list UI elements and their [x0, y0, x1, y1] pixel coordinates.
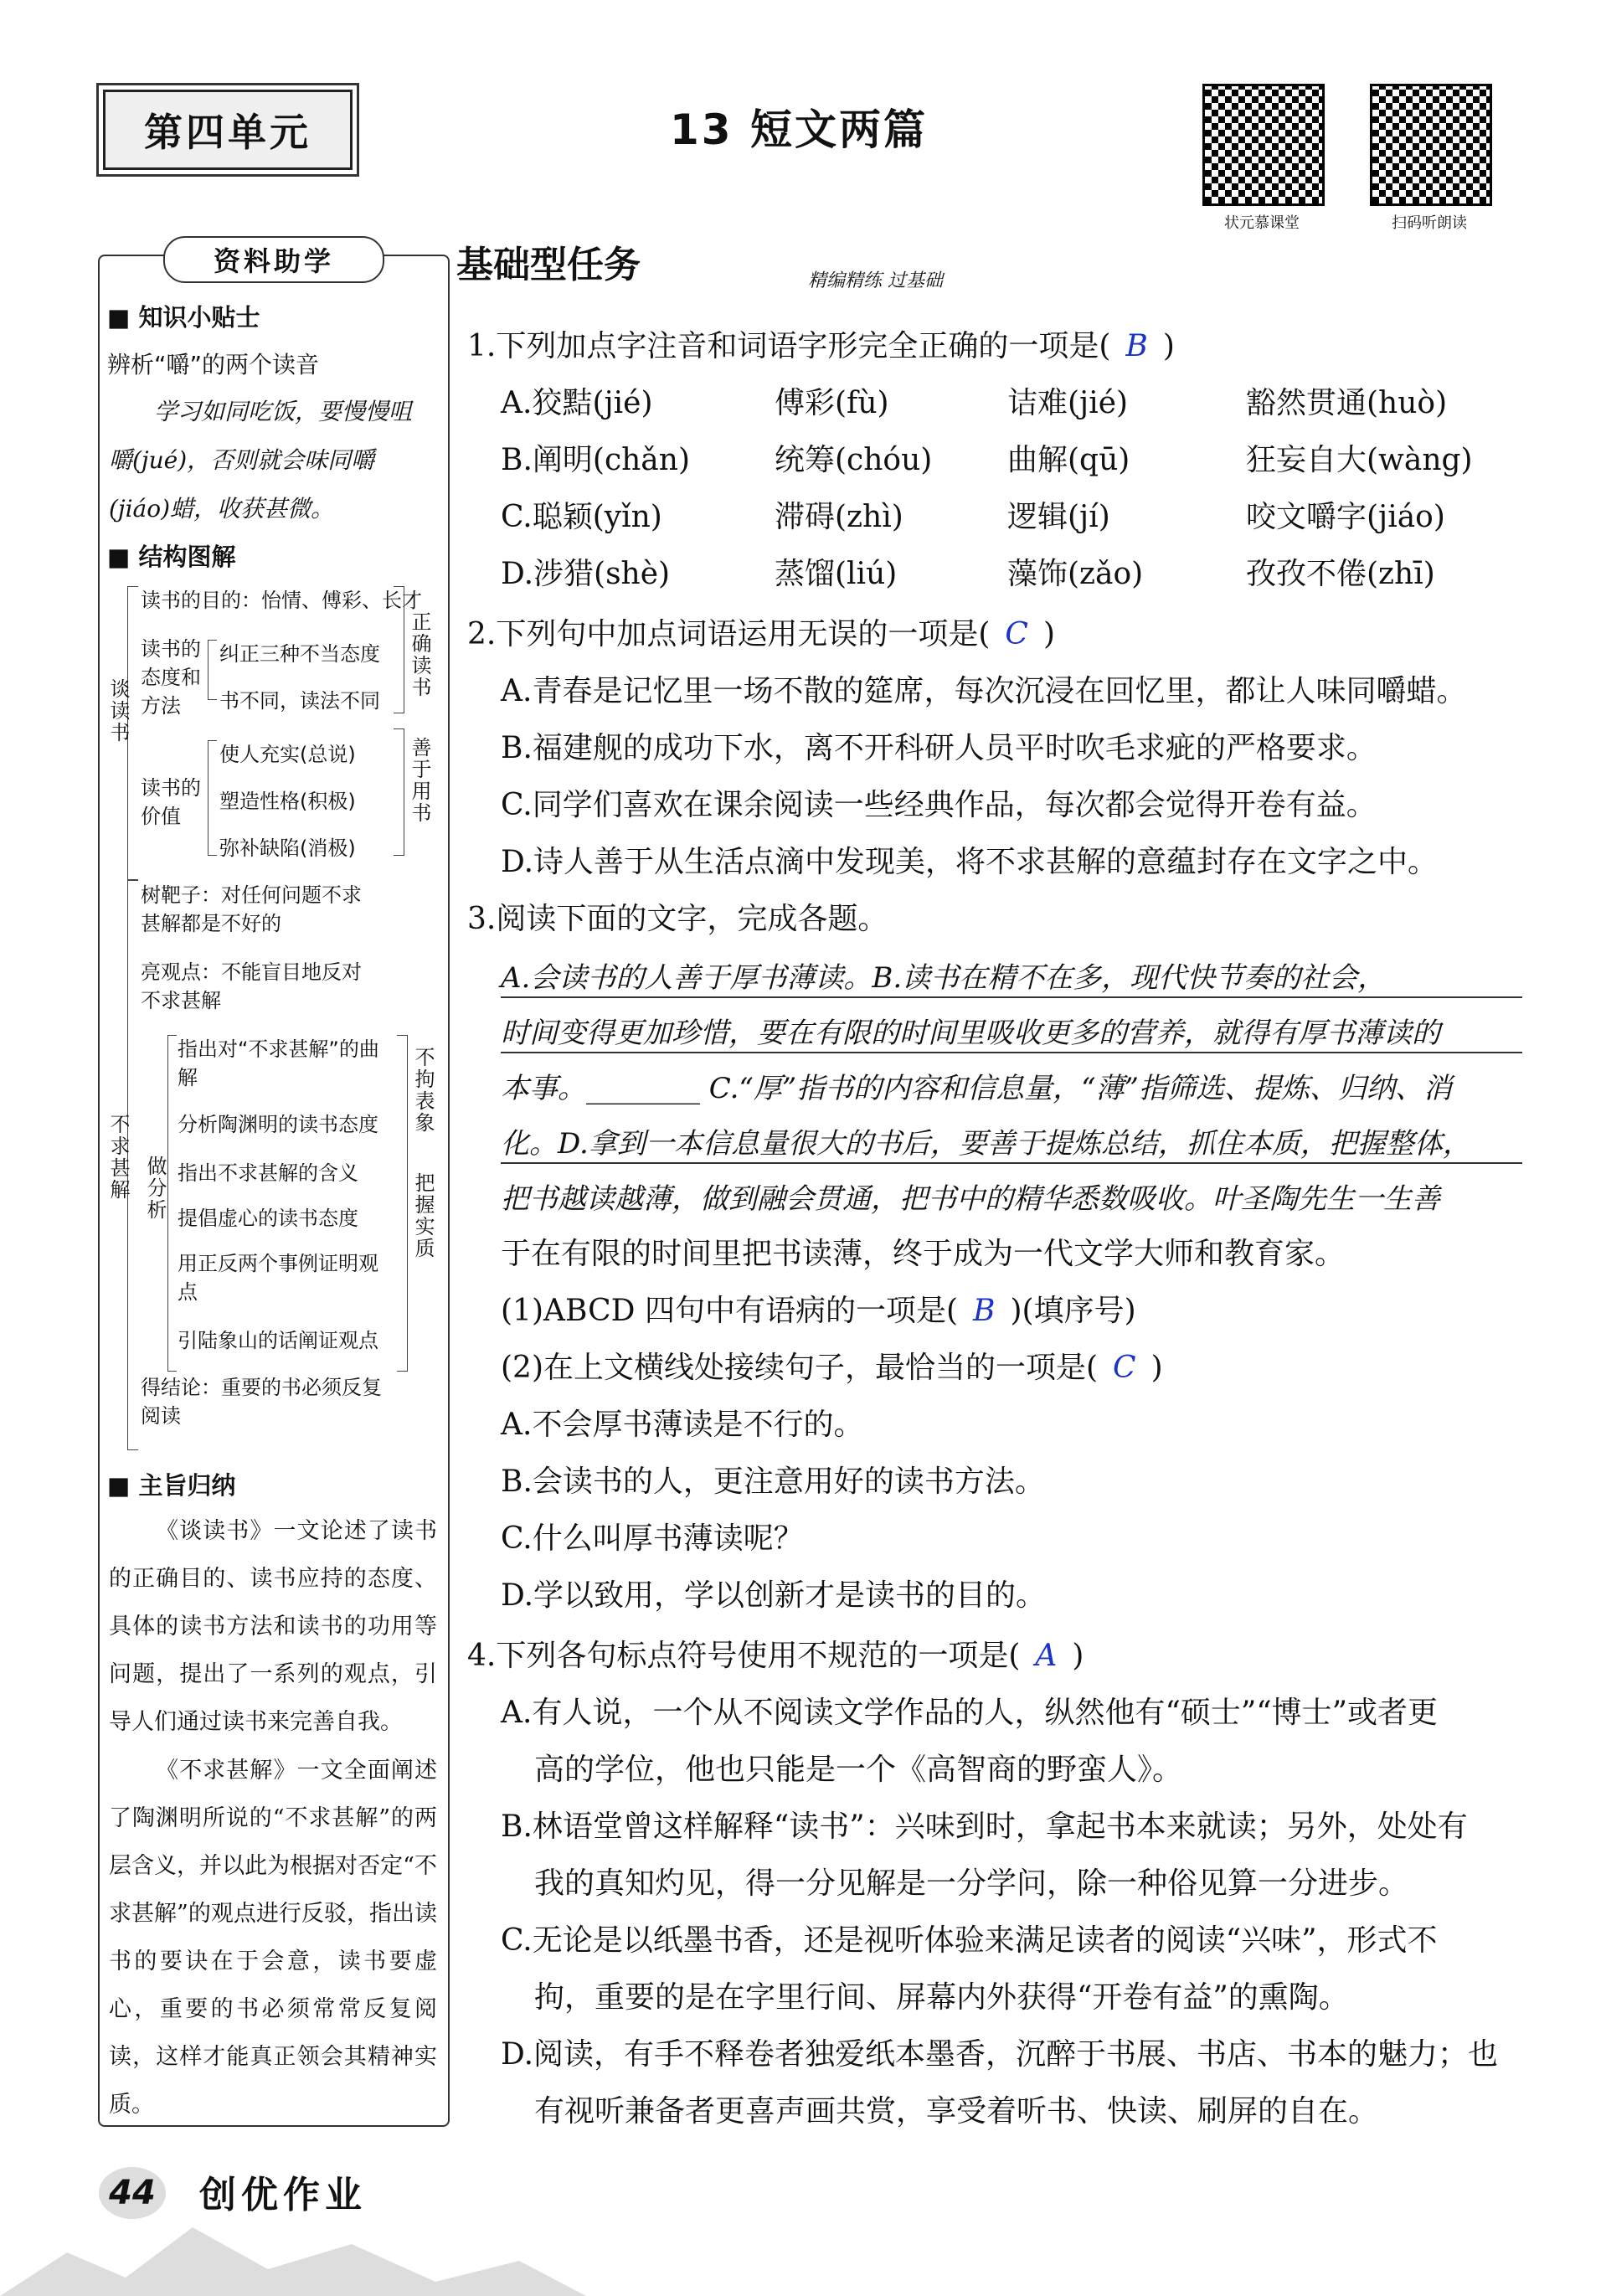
- option-line: C.什么叫厚书薄读呢？: [501, 1521, 804, 1556]
- diagram-label: 不求甚解: [106, 1114, 130, 1201]
- answer-mark: C: [1113, 1351, 1136, 1385]
- bracket: [167, 1035, 177, 1372]
- diagram-node: 用正反两个事例证明观点: [178, 1252, 378, 1304]
- diagram-node: 指出对“不求甚解”的曲解: [178, 1037, 379, 1089]
- diagram-label: 不拘表象: [411, 1047, 435, 1134]
- qr-code-icon[interactable]: [1202, 84, 1325, 206]
- tips-line: (jiáo)蜡，收获甚微。: [109, 495, 335, 523]
- brand-label: 创优作业: [199, 2174, 367, 2216]
- option-cell: D.涉猎(shè): [501, 557, 671, 591]
- option-cell: 傅彩(fù): [775, 386, 889, 420]
- diagram-node: 弥补缺陷(消极): [219, 837, 356, 860]
- diagram-node: 分析陶渊明的读书态度: [178, 1113, 378, 1136]
- passage-line: 把书越读越薄，做到融会贯通，把书中的精华悉数吸收。叶圣陶先生一生善: [501, 1182, 1440, 1216]
- option-cell: C.聪颖(yǐn): [501, 500, 662, 534]
- diagram-node: 纠正三种不当态度: [219, 642, 380, 666]
- option-line: B.会读书的人，更注意用好的读书方法。: [501, 1465, 1045, 1499]
- option-cell: 诘难(jié): [1007, 386, 1129, 420]
- tips-line: 学习如同吃饭，要慢慢咀: [154, 398, 413, 425]
- task-title: 基础型任务: [456, 244, 641, 286]
- option-cell: 逻辑(jí): [1007, 500, 1110, 534]
- diagram-node: 塑造性格(积极): [219, 790, 356, 813]
- option-cell: A.狡黠(jié): [501, 386, 653, 420]
- option-line: D.阅读，有手不释卷者独爱纸本墨香，沉醉于书展、书店、书本的魅力；也: [501, 2037, 1499, 2072]
- diagram-node: 读书的目的：怡情、傅彩、长才: [141, 589, 422, 612]
- option-cell: 豁然贯通(huò): [1246, 386, 1448, 420]
- option-line: 我的真知灼见，得一分见解是一分学问，除一种俗见算一分进步。: [534, 1866, 1409, 1901]
- diagram-node: 指出不求甚解的含义: [178, 1161, 358, 1185]
- diagram-node: 读书的价值: [141, 776, 201, 828]
- qr-label: 扫码听朗读: [1392, 214, 1467, 232]
- option-cell: 滞碍(zhì): [775, 500, 903, 534]
- option-line: 高的学位，他也只能是一个《高智商的野蛮人》。: [534, 1753, 1183, 1787]
- diagram-node: 书不同，读法不同: [219, 689, 380, 713]
- answer-mark: B: [973, 1294, 996, 1328]
- option-line: 拘，重要的是在字里行间、屏幕内外获得“开卷有益”的熏陶。: [534, 1980, 1349, 2015]
- structure-title: ■ 结构图解: [107, 543, 236, 571]
- option-cell: 孜孜不倦(zhī): [1246, 557, 1435, 591]
- option-line: A.有人说，一个从不阅读文学作品的人，纵然他有“硕士”“博士”或者更: [501, 1696, 1439, 1730]
- answer-mark: C: [1005, 617, 1028, 651]
- passage-line: 本事。________ C.“厚”指书的内容和信息量，“薄”指筛选、提炼、归纳、消: [501, 1072, 1452, 1105]
- answer-mark: B: [1125, 329, 1148, 363]
- diagram-node: 亮观点：不能盲目地反对不求甚解: [141, 960, 362, 1012]
- option-cell: 狂妄自大(wàng): [1246, 443, 1473, 477]
- diagram-label: 把握实质: [411, 1172, 435, 1259]
- option-line: C.无论是以纸墨书香，还是视听体验来满足读者的阅读“兴味”，形式不: [501, 1923, 1438, 1958]
- qr-code-icon[interactable]: [1370, 84, 1492, 206]
- question-stem: 2.下列句中加点词语运用无误的一项是( C ): [467, 617, 1055, 651]
- passage-line: A.会读书的人善于厚书薄读。B.读书在精不在多，现代快节奏的社会，: [501, 960, 1522, 998]
- option-line: B.福建舰的成功下水，离不开科研人员平时吹毛求疵的严格要求。: [501, 731, 1377, 765]
- diagram-node: 提倡虚心的读书态度: [178, 1207, 358, 1230]
- option-line: C.同学们喜欢在课余阅读一些经典作品，每次都会觉得开卷有益。: [501, 788, 1377, 822]
- passage-line: 化。D.拿到一本信息量很大的书后，要善于提炼总结，抓住本质，把握整体，: [501, 1125, 1522, 1164]
- option-line: A.不会厚书薄读是不行的。: [501, 1408, 864, 1442]
- option-cell: 藻饰(zǎo): [1007, 557, 1144, 591]
- passage-line: 于在有限的时间里把书读薄，终于成为一代文学大师和教育家。: [501, 1237, 1346, 1271]
- qr-label: 状元慕课堂: [1224, 214, 1300, 232]
- option-line: 有视听兼备者更喜声画共赏，享受着听书、快读、刷屏的自在。: [534, 2094, 1379, 2129]
- diagram-label: 正确读书: [408, 611, 431, 698]
- mountain-decoration: [0, 2177, 586, 2296]
- diagram-node: 得结论：重要的书必须反复阅读: [141, 1376, 382, 1428]
- option-cell: 蒸馏(liú): [775, 557, 898, 591]
- diagram-label: 做分析: [143, 1156, 167, 1221]
- diagram-node: 引陆象山的话阐证观点: [178, 1329, 378, 1352]
- sub-question: (2)在上文横线处接续句子，最恰当的一项是( C ): [501, 1351, 1163, 1385]
- question-stem: 1.下列加点字注音和词语字形完全正确的一项是( B ): [467, 329, 1175, 363]
- option-line: D.学以致用，学以创新才是读书的目的。: [501, 1578, 1047, 1613]
- question-stem: 4.下列各句标点符号使用不规范的一项是( A ): [467, 1639, 1084, 1673]
- tips-title: ■ 知识小贴士: [107, 303, 260, 332]
- bracket: [208, 740, 217, 856]
- summary-paragraph: 《谈读书》一文论述了读书的正确目的、读书应持的态度、具体的读书方法和读书的功用等问题，提出了一系列的观点，引导人们通过读书来完善自我。: [109, 1518, 437, 1735]
- diagram-label: 善于用书: [408, 737, 431, 824]
- diagram-node: 使人充实(总说): [219, 743, 356, 766]
- option-cell: 统筹(chóu): [775, 443, 933, 477]
- option-line: D.诗人善于从生活点滴中发现美，将不求甚解的意蕴封存在文字之中。: [501, 845, 1439, 879]
- option-cell: B.阐明(chǎn): [501, 443, 690, 477]
- page-number: 44: [99, 2167, 166, 2219]
- option-line: B.林语堂曾这样解释“读书”：兴味到时，拿起书本来就读；另外，处处有: [501, 1810, 1468, 1844]
- diagram-node: 读书的态度和方法: [141, 637, 201, 718]
- option-cell: 咬文嚼字(jiáo): [1246, 500, 1445, 534]
- diagram-label: 谈读书: [106, 678, 130, 744]
- answer-mark: A: [1035, 1639, 1058, 1673]
- tips-subtitle: 辨析“嚼”的两个读音: [107, 351, 320, 378]
- lesson-title: 13 短文两篇: [670, 106, 928, 154]
- bracket: [394, 728, 404, 856]
- bracket: [397, 1035, 408, 1372]
- option-cell: 曲解(qū): [1007, 443, 1130, 477]
- sidebar-heading: 资料助学: [163, 236, 384, 283]
- tips-line: 嚼(jué)，否则就会味同嚼: [109, 446, 375, 474]
- bracket: [394, 586, 404, 713]
- summary-paragraph: 《不求甚解》一文全面阐述了陶渊明所说的“不求甚解”的两层含义，并以此为根据对否定“不求甚解”的观点进行反驳，指出读书的要诀在于会意，读书要虚心，重要的书必须常常反复阅读，这样才能真正领会其精神实质。: [109, 1758, 437, 2118]
- summary-title: ■ 主旨归纳: [107, 1471, 236, 1500]
- passage-line: 时间变得更加珍惜，要在有限的时间里吸收更多的营养，就得有厚书薄读的: [501, 1015, 1522, 1053]
- question-stem: 3.阅读下面的文字，完成各题。: [467, 902, 888, 936]
- sub-question: (1)ABCD 四句中有语病的一项是( B )(填序号): [501, 1294, 1136, 1328]
- task-subtitle: 精编精练 过基础: [808, 270, 943, 291]
- bracket: [208, 640, 217, 700]
- option-line: A.青春是记忆里一场不散的筵席，每次沉浸在回忆里，都让人味同嚼蜡。: [501, 674, 1467, 708]
- diagram-node: 树靶子：对任何问题不求甚解都是不好的: [141, 883, 362, 935]
- unit-label: 第四单元: [103, 90, 353, 170]
